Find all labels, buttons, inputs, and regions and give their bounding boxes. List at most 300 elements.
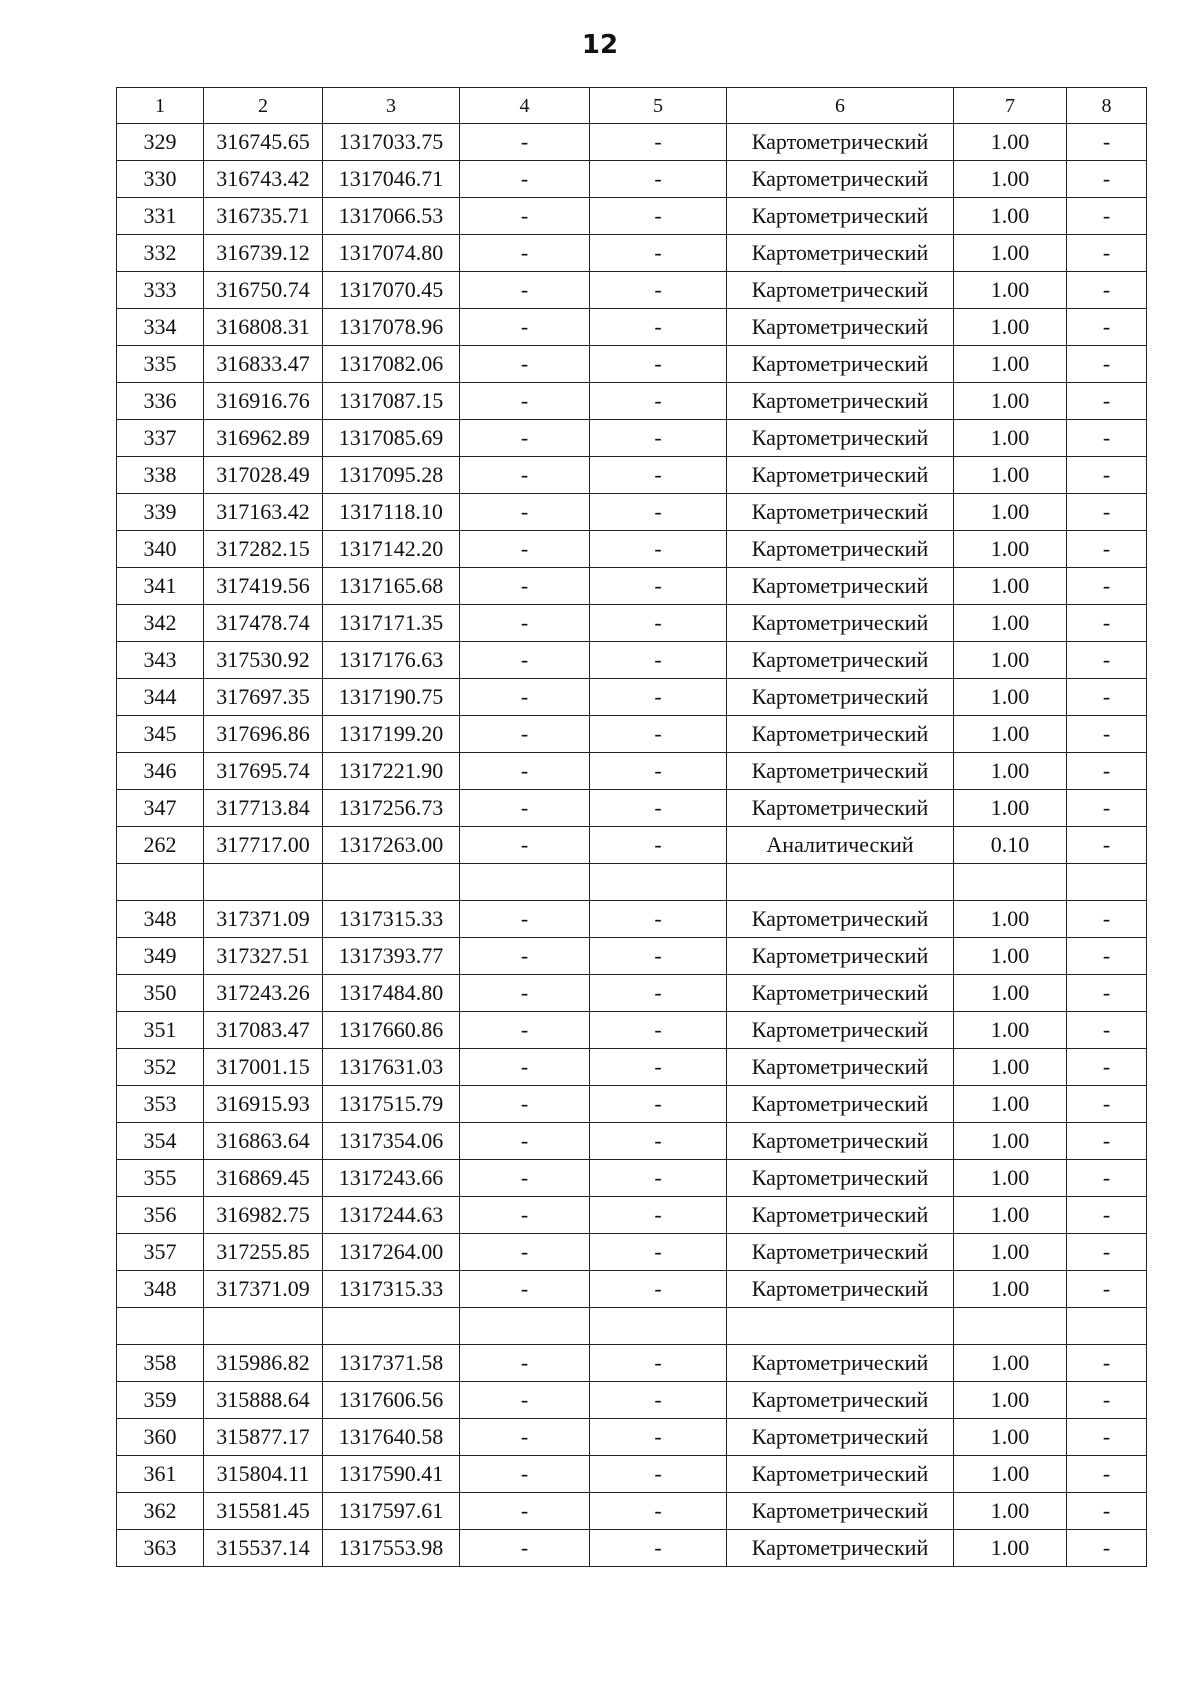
cell-col-4: -	[460, 568, 590, 605]
cell-x-coordinate: 317243.26	[204, 975, 323, 1012]
cell-col-4: -	[460, 790, 590, 827]
cell-x-coordinate: 317696.86	[204, 716, 323, 753]
cell-col-5: -	[590, 1160, 727, 1197]
cell-col-4: -	[460, 1271, 590, 1308]
cell-col-8: -	[1067, 272, 1147, 309]
cell-col-5: -	[590, 124, 727, 161]
cell-col-4	[460, 864, 590, 901]
cell-col-8: -	[1067, 1345, 1147, 1382]
cell-col-5: -	[590, 1530, 727, 1567]
cell-x-coordinate: 317717.00	[204, 827, 323, 864]
cell-point-number	[117, 1308, 204, 1345]
cell-col-5: -	[590, 605, 727, 642]
cell-x-coordinate: 317530.92	[204, 642, 323, 679]
cell-y-coordinate: 1317199.20	[323, 716, 460, 753]
cell-point-number: 354	[117, 1123, 204, 1160]
cell-method: Картометрический	[727, 1382, 954, 1419]
cell-col-4: -	[460, 272, 590, 309]
cell-col-5: -	[590, 1493, 727, 1530]
cell-method: Картометрический	[727, 494, 954, 531]
cell-y-coordinate: 1317315.33	[323, 1271, 460, 1308]
cell-col-8: -	[1067, 1049, 1147, 1086]
cell-method: Картометрический	[727, 975, 954, 1012]
cell-point-number: 352	[117, 1049, 204, 1086]
table-row	[117, 753, 1147, 790]
table-row	[117, 1419, 1147, 1456]
cell-point-number: 334	[117, 309, 204, 346]
cell-x-coordinate: 317255.85	[204, 1234, 323, 1271]
column-header-7: 7	[954, 88, 1067, 124]
table-row	[117, 679, 1147, 716]
cell-col-5: -	[590, 1086, 727, 1123]
table-row	[117, 1049, 1147, 1086]
table-header	[117, 88, 1147, 124]
cell-col-5: -	[590, 1234, 727, 1271]
cell-method: Картометрический	[727, 124, 954, 161]
cell-accuracy: 1.00	[954, 1345, 1067, 1382]
cell-accuracy: 1.00	[954, 420, 1067, 457]
table-row	[117, 124, 1147, 161]
cell-accuracy: 1.00	[954, 457, 1067, 494]
cell-col-4: -	[460, 161, 590, 198]
cell-method: Картометрический	[727, 346, 954, 383]
cell-point-number: 346	[117, 753, 204, 790]
cell-col-5: -	[590, 272, 727, 309]
cell-x-coordinate: 317713.84	[204, 790, 323, 827]
cell-col-4: -	[460, 457, 590, 494]
cell-accuracy: 1.00	[954, 716, 1067, 753]
cell-col-4: -	[460, 827, 590, 864]
cell-col-5: -	[590, 827, 727, 864]
cell-col-8: -	[1067, 1197, 1147, 1234]
cell-y-coordinate: 1317243.66	[323, 1160, 460, 1197]
table-row	[117, 975, 1147, 1012]
table-row	[117, 938, 1147, 975]
cell-x-coordinate: 316808.31	[204, 309, 323, 346]
table-row	[117, 198, 1147, 235]
cell-col-4: -	[460, 901, 590, 938]
cell-y-coordinate: 1317553.98	[323, 1530, 460, 1567]
cell-accuracy: 1.00	[954, 1271, 1067, 1308]
cell-x-coordinate: 316863.64	[204, 1123, 323, 1160]
cell-col-8: -	[1067, 1123, 1147, 1160]
cell-method: Картометрический	[727, 420, 954, 457]
cell-x-coordinate: 317478.74	[204, 605, 323, 642]
cell-col-8: -	[1067, 827, 1147, 864]
cell-y-coordinate	[323, 1308, 460, 1345]
cell-x-coordinate: 315804.11	[204, 1456, 323, 1493]
cell-accuracy	[954, 864, 1067, 901]
cell-col-5: -	[590, 346, 727, 383]
cell-method: Картометрический	[727, 161, 954, 198]
cell-col-5: -	[590, 531, 727, 568]
cell-method: Картометрический	[727, 1456, 954, 1493]
cell-method: Картометрический	[727, 1123, 954, 1160]
cell-point-number: 349	[117, 938, 204, 975]
cell-col-5: -	[590, 420, 727, 457]
cell-x-coordinate: 317695.74	[204, 753, 323, 790]
cell-col-8: -	[1067, 1086, 1147, 1123]
cell-y-coordinate: 1317087.15	[323, 383, 460, 420]
cell-point-number: 358	[117, 1345, 204, 1382]
cell-point-number: 333	[117, 272, 204, 309]
cell-point-number: 336	[117, 383, 204, 420]
cell-col-8: -	[1067, 1382, 1147, 1419]
cell-method: Картометрический	[727, 642, 954, 679]
cell-accuracy: 1.00	[954, 605, 1067, 642]
cell-col-5: -	[590, 1012, 727, 1049]
cell-col-8: -	[1067, 1271, 1147, 1308]
cell-accuracy: 1.00	[954, 531, 1067, 568]
cell-accuracy: 1.00	[954, 753, 1067, 790]
cell-y-coordinate: 1317046.71	[323, 161, 460, 198]
cell-col-8: -	[1067, 938, 1147, 975]
cell-y-coordinate: 1317631.03	[323, 1049, 460, 1086]
cell-col-8: -	[1067, 790, 1147, 827]
cell-col-5	[590, 1308, 727, 1345]
cell-y-coordinate: 1317066.53	[323, 198, 460, 235]
cell-point-number: 344	[117, 679, 204, 716]
cell-col-4: -	[460, 1530, 590, 1567]
cell-method: Картометрический	[727, 1197, 954, 1234]
table-row	[117, 1493, 1147, 1530]
cell-col-8: -	[1067, 901, 1147, 938]
cell-method: Картометрический	[727, 1012, 954, 1049]
cell-col-8: -	[1067, 161, 1147, 198]
cell-y-coordinate: 1317190.75	[323, 679, 460, 716]
cell-col-8: -	[1067, 1012, 1147, 1049]
table-row	[117, 1086, 1147, 1123]
cell-col-8	[1067, 1308, 1147, 1345]
cell-method: Картометрический	[727, 272, 954, 309]
cell-accuracy: 0.10	[954, 827, 1067, 864]
cell-y-coordinate: 1317221.90	[323, 753, 460, 790]
cell-method: Картометрический	[727, 198, 954, 235]
cell-x-coordinate: 316743.42	[204, 161, 323, 198]
cell-point-number: 332	[117, 235, 204, 272]
cell-method: Картометрический	[727, 679, 954, 716]
cell-y-coordinate: 1317085.69	[323, 420, 460, 457]
cell-col-8: -	[1067, 1493, 1147, 1530]
cell-method: Картометрический	[727, 1493, 954, 1530]
table-row	[117, 1123, 1147, 1160]
cell-x-coordinate: 315888.64	[204, 1382, 323, 1419]
cell-point-number: 351	[117, 1012, 204, 1049]
cell-point-number: 355	[117, 1160, 204, 1197]
cell-point-number: 262	[117, 827, 204, 864]
cell-accuracy: 1.00	[954, 124, 1067, 161]
table-row	[117, 642, 1147, 679]
cell-col-4: -	[460, 938, 590, 975]
cell-y-coordinate: 1317171.35	[323, 605, 460, 642]
cell-method: Картометрический	[727, 1419, 954, 1456]
cell-col-5: -	[590, 753, 727, 790]
cell-x-coordinate: 317001.15	[204, 1049, 323, 1086]
cell-accuracy: 1.00	[954, 1086, 1067, 1123]
cell-col-5: -	[590, 679, 727, 716]
cell-accuracy: 1.00	[954, 1419, 1067, 1456]
cell-point-number: 339	[117, 494, 204, 531]
cell-accuracy: 1.00	[954, 1382, 1067, 1419]
cell-accuracy: 1.00	[954, 790, 1067, 827]
table-row	[117, 272, 1147, 309]
cell-x-coordinate: 316750.74	[204, 272, 323, 309]
cell-col-5: -	[590, 457, 727, 494]
cell-col-5	[590, 864, 727, 901]
cell-col-4: -	[460, 1493, 590, 1530]
cell-col-5: -	[590, 716, 727, 753]
cell-y-coordinate: 1317371.58	[323, 1345, 460, 1382]
cell-col-8: -	[1067, 1419, 1147, 1456]
table-row	[117, 309, 1147, 346]
cell-y-coordinate: 1317074.80	[323, 235, 460, 272]
cell-x-coordinate: 317028.49	[204, 457, 323, 494]
cell-y-coordinate: 1317640.58	[323, 1419, 460, 1456]
cell-col-8: -	[1067, 642, 1147, 679]
cell-point-number: 350	[117, 975, 204, 1012]
cell-point-number: 343	[117, 642, 204, 679]
cell-col-5: -	[590, 1049, 727, 1086]
cell-method: Картометрический	[727, 568, 954, 605]
table-row	[117, 494, 1147, 531]
cell-x-coordinate: 317371.09	[204, 901, 323, 938]
cell-point-number: 356	[117, 1197, 204, 1234]
table-row	[117, 568, 1147, 605]
cell-method: Картометрический	[727, 309, 954, 346]
cell-x-coordinate: 316916.76	[204, 383, 323, 420]
cell-accuracy: 1.00	[954, 679, 1067, 716]
cell-y-coordinate: 1317176.63	[323, 642, 460, 679]
table-row	[117, 1382, 1147, 1419]
cell-col-8: -	[1067, 1160, 1147, 1197]
cell-point-number: 342	[117, 605, 204, 642]
separator-row	[117, 864, 1147, 901]
cell-method	[727, 1308, 954, 1345]
cell-col-8: -	[1067, 1456, 1147, 1493]
cell-x-coordinate: 316745.65	[204, 124, 323, 161]
cell-accuracy	[954, 1308, 1067, 1345]
table-row	[117, 716, 1147, 753]
cell-x-coordinate: 315986.82	[204, 1345, 323, 1382]
cell-point-number: 357	[117, 1234, 204, 1271]
cell-method: Картометрический	[727, 1345, 954, 1382]
cell-x-coordinate: 317327.51	[204, 938, 323, 975]
table-row	[117, 1456, 1147, 1493]
table-row	[117, 420, 1147, 457]
cell-method: Картометрический	[727, 938, 954, 975]
cell-point-number: 363	[117, 1530, 204, 1567]
cell-y-coordinate: 1317142.20	[323, 531, 460, 568]
cell-point-number: 340	[117, 531, 204, 568]
cell-col-5: -	[590, 1419, 727, 1456]
cell-col-8: -	[1067, 568, 1147, 605]
cell-accuracy: 1.00	[954, 1530, 1067, 1567]
cell-x-coordinate: 317163.42	[204, 494, 323, 531]
cell-col-4: -	[460, 605, 590, 642]
cell-accuracy: 1.00	[954, 1456, 1067, 1493]
cell-y-coordinate	[323, 864, 460, 901]
cell-method: Картометрический	[727, 790, 954, 827]
cell-col-5: -	[590, 1345, 727, 1382]
table-row	[117, 605, 1147, 642]
cell-col-4: -	[460, 1345, 590, 1382]
cell-y-coordinate: 1317264.00	[323, 1234, 460, 1271]
cell-y-coordinate: 1317354.06	[323, 1123, 460, 1160]
cell-col-5: -	[590, 790, 727, 827]
cell-y-coordinate: 1317070.45	[323, 272, 460, 309]
cell-col-8: -	[1067, 309, 1147, 346]
cell-y-coordinate: 1317078.96	[323, 309, 460, 346]
cell-col-8: -	[1067, 198, 1147, 235]
cell-accuracy: 1.00	[954, 1493, 1067, 1530]
cell-col-5: -	[590, 901, 727, 938]
cell-col-8: -	[1067, 1530, 1147, 1567]
cell-col-4: -	[460, 198, 590, 235]
cell-x-coordinate	[204, 1308, 323, 1345]
cell-col-5: -	[590, 383, 727, 420]
table-row	[117, 901, 1147, 938]
cell-col-4: -	[460, 1456, 590, 1493]
cell-point-number: 359	[117, 1382, 204, 1419]
cell-x-coordinate: 317083.47	[204, 1012, 323, 1049]
cell-point-number: 353	[117, 1086, 204, 1123]
cell-y-coordinate: 1317033.75	[323, 124, 460, 161]
cell-col-4: -	[460, 1012, 590, 1049]
cell-col-4: -	[460, 124, 590, 161]
cell-accuracy: 1.00	[954, 272, 1067, 309]
cell-accuracy: 1.00	[954, 1160, 1067, 1197]
cell-method: Картометрический	[727, 1049, 954, 1086]
cell-point-number: 338	[117, 457, 204, 494]
cell-y-coordinate: 1317597.61	[323, 1493, 460, 1530]
cell-point-number: 347	[117, 790, 204, 827]
cell-accuracy: 1.00	[954, 1012, 1067, 1049]
cell-x-coordinate	[204, 864, 323, 901]
cell-col-5: -	[590, 161, 727, 198]
table-row	[117, 827, 1147, 864]
cell-accuracy: 1.00	[954, 642, 1067, 679]
cell-accuracy: 1.00	[954, 975, 1067, 1012]
table-row	[117, 1012, 1147, 1049]
cell-accuracy: 1.00	[954, 1234, 1067, 1271]
cell-col-5: -	[590, 975, 727, 1012]
cell-method: Картометрический	[727, 1234, 954, 1271]
column-header-8: 8	[1067, 88, 1147, 124]
cell-col-8: -	[1067, 124, 1147, 161]
cell-col-5: -	[590, 1456, 727, 1493]
cell-y-coordinate: 1317315.33	[323, 901, 460, 938]
cell-y-coordinate: 1317165.68	[323, 568, 460, 605]
cell-accuracy: 1.00	[954, 938, 1067, 975]
cell-accuracy: 1.00	[954, 1049, 1067, 1086]
cell-method: Картометрический	[727, 457, 954, 494]
cell-col-5: -	[590, 198, 727, 235]
cell-x-coordinate: 317697.35	[204, 679, 323, 716]
cell-point-number: 345	[117, 716, 204, 753]
table-row	[117, 790, 1147, 827]
cell-point-number: 329	[117, 124, 204, 161]
cell-col-4: -	[460, 309, 590, 346]
cell-col-5: -	[590, 1123, 727, 1160]
cell-x-coordinate: 316982.75	[204, 1197, 323, 1234]
cell-method: Картометрический	[727, 1160, 954, 1197]
cell-point-number: 330	[117, 161, 204, 198]
cell-accuracy: 1.00	[954, 383, 1067, 420]
cell-col-8: -	[1067, 975, 1147, 1012]
cell-col-4: -	[460, 235, 590, 272]
cell-col-5: -	[590, 494, 727, 531]
table-row	[117, 1160, 1147, 1197]
cell-col-4: -	[460, 642, 590, 679]
separator-row	[117, 1308, 1147, 1345]
cell-col-8: -	[1067, 235, 1147, 272]
cell-x-coordinate: 315537.14	[204, 1530, 323, 1567]
cell-col-8	[1067, 864, 1147, 901]
cell-point-number	[117, 864, 204, 901]
cell-col-8: -	[1067, 457, 1147, 494]
cell-accuracy: 1.00	[954, 1123, 1067, 1160]
cell-col-5: -	[590, 642, 727, 679]
cell-col-8: -	[1067, 716, 1147, 753]
cell-method: Картометрический	[727, 383, 954, 420]
cell-y-coordinate: 1317095.28	[323, 457, 460, 494]
cell-col-8: -	[1067, 531, 1147, 568]
cell-col-8: -	[1067, 346, 1147, 383]
table-row	[117, 1234, 1147, 1271]
cell-col-8: -	[1067, 753, 1147, 790]
cell-col-5: -	[590, 568, 727, 605]
column-header-2: 2	[204, 88, 323, 124]
cell-method: Картометрический	[727, 531, 954, 568]
cell-point-number: 337	[117, 420, 204, 457]
cell-y-coordinate: 1317118.10	[323, 494, 460, 531]
cell-col-4: -	[460, 383, 590, 420]
table-body	[117, 124, 1147, 1567]
table-row	[117, 1345, 1147, 1382]
cell-method: Картометрический	[727, 235, 954, 272]
cell-accuracy: 1.00	[954, 161, 1067, 198]
cell-col-8: -	[1067, 1234, 1147, 1271]
table-row	[117, 531, 1147, 568]
cell-y-coordinate: 1317515.79	[323, 1086, 460, 1123]
cell-col-4: -	[460, 1382, 590, 1419]
cell-y-coordinate: 1317263.00	[323, 827, 460, 864]
cell-col-4: -	[460, 420, 590, 457]
table-row	[117, 161, 1147, 198]
cell-method	[727, 864, 954, 901]
cell-y-coordinate: 1317256.73	[323, 790, 460, 827]
page-number: 12	[581, 30, 619, 60]
cell-y-coordinate: 1317660.86	[323, 1012, 460, 1049]
cell-x-coordinate: 315877.17	[204, 1419, 323, 1456]
cell-col-8: -	[1067, 383, 1147, 420]
column-header-4: 4	[460, 88, 590, 124]
cell-accuracy: 1.00	[954, 1197, 1067, 1234]
cell-point-number: 341	[117, 568, 204, 605]
cell-x-coordinate: 317371.09	[204, 1271, 323, 1308]
cell-col-4: -	[460, 1234, 590, 1271]
cell-y-coordinate: 1317484.80	[323, 975, 460, 1012]
cell-col-4: -	[460, 975, 590, 1012]
cell-x-coordinate: 316869.45	[204, 1160, 323, 1197]
table-row	[117, 235, 1147, 272]
cell-col-5: -	[590, 1271, 727, 1308]
cell-x-coordinate: 316833.47	[204, 346, 323, 383]
table-row	[117, 457, 1147, 494]
cell-method: Картометрический	[727, 1086, 954, 1123]
cell-point-number: 360	[117, 1419, 204, 1456]
table-row	[117, 1530, 1147, 1567]
